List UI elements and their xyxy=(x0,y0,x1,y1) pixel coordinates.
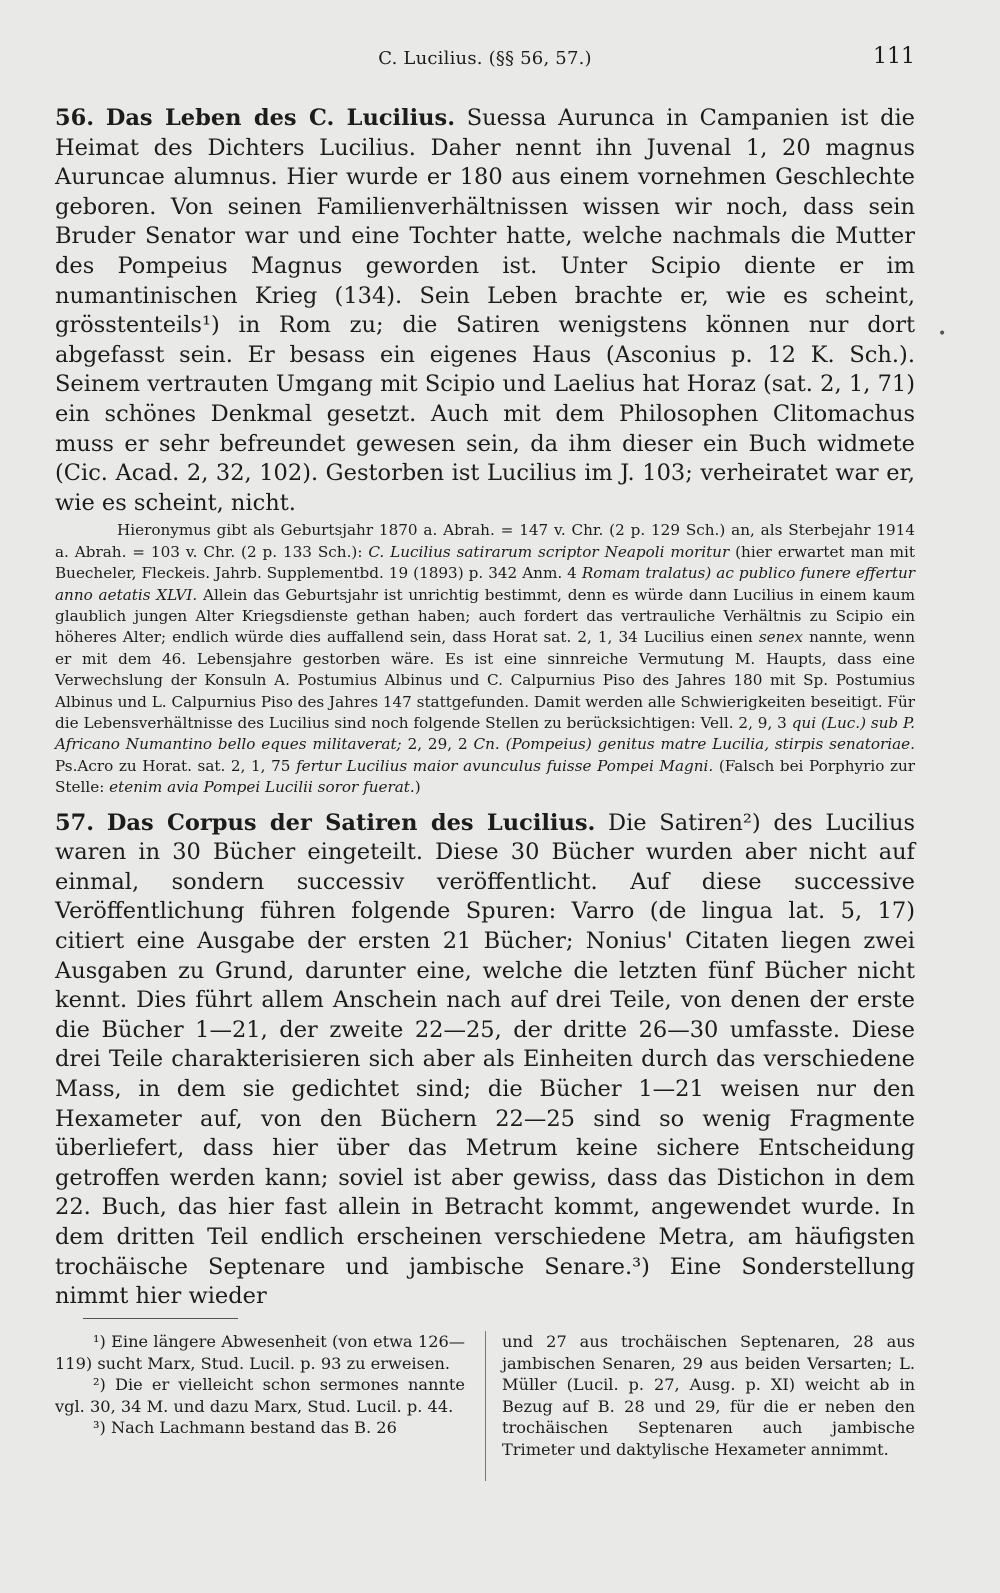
note-part: (hier erwartet man mit Buecheler, Fleckeis. Jahrb. Supplementbd. 19 (1893) p. 342 Anm. 4 xyxy=(55,542,915,583)
note-part: Allein das Geburtsjahr ist unrichtig bestimmt, denn es würde dann Lucilius in einem kaum glaublich jungen Alter Kriegsdienste gethan haben; auch fordert das vertrauliche Verhältnis zu Scipio ein höheres Alter; endlich würde dies auffallend sein, dass Horat sat. 2, 1, 34 Lucilius einen xyxy=(55,585,916,647)
note-part: nannte, wenn er mit dem 46. Lebensjahre gestorben wäre. Es ist eine sinnreiche Vermutung M. Haupts, dass eine Verwechslung der Konsuln A. Postumius Albinus und C. Calpurnius Piso des Jahres 180 mit Sp. Postumius Albinus und L. Calpurnius Piso des Jahres 147 stattgefunden. Damit werden alle Schwierigkeiten beseitigt. Für die Lebensverhältnisse des Lucilius sind noch folgende Stellen zu berücksichtigen: Vell. 2, 9, 3 xyxy=(55,628,915,732)
note-quote: fertur Lucilius maior avunculus fuisse Pompei Magni. xyxy=(296,756,714,775)
note-quote: senex xyxy=(758,628,803,647)
footnote-3-continued: und 27 aus trochäischen Septenaren, 28 aus jambischen Senaren, 29 aus beiden Versarten; L. Müller (Lucil. p. 27, Ausg. p. XI) weicht ab in Bezug auf B. 28 und 29, für die er neben den trochäischen Septenaren auch jambische Trimeter und daktylische Hexameter annimmt. xyxy=(502,1332,915,1459)
note-quote: Romam tralatus) ac publico funere effertur anno aetatis XLVI. xyxy=(55,564,915,604)
section-57-number: 57. xyxy=(55,809,95,836)
section-56-number: 56. xyxy=(55,105,95,131)
note-part: Ps.Acro zu Horat. sat. 2, 1, 75 xyxy=(55,756,291,775)
page-number: 111 xyxy=(873,44,915,69)
margin-mark: • xyxy=(938,326,947,342)
section-56-note xyxy=(55,520,915,798)
section-56-text: Suessa Aurunca in Campanien ist die Heimat des Dichters Lucilius. Daher nennt ihn Juvenal 1, 20 magnus Auruncae alumnus. Hier wurde er 180 aus einem vornehmen Geschlechte geboren. Von seinen Familienverhältnissen wissen wir noch, dass sein Bruder Senator war und eine Tochter hatte, welche nachmals die Mutter des Pompeius Magnus geworden ist. Unter Scipio diente er im numantinischen Krieg (134). Sein Leben brachte er, wie es scheint, grösstenteils¹) in Rom zu; die Satiren wenigstens können nur dort abgefasst sein. Er besass ein eigenes Haus (Asconius p. 12 K. Sch.). Seinem vertrauten Umgang mit Scipio und Laelius hat Horaz (sat. 2, 1, 71) ein schönes Denkmal gesetzt. Auch mit dem Philosophen Clitomachus muss er sehr befreundet gewesen sein, da ihm dieser ein Buch widmete (Cic. Acad. 2, 32, 102). Gestorben ist Lucilius im J. 103; verheiratet war er, wie es scheint, nicht. xyxy=(55,105,915,516)
footnote-rule xyxy=(83,1318,238,1319)
column-divider xyxy=(485,1331,486,1481)
note-part: 2, 29, 2 xyxy=(407,735,468,754)
section-57 xyxy=(55,809,915,1312)
footnote-2: ²) Die er vielleicht schon sermones nannte vgl. 30, 34 M. und dazu Marx, Stud. Lucil. p. 44. xyxy=(55,1375,465,1416)
note-quote: Cn. (Pompeius) genitus matre Lucilia, stirpis senatoriae. xyxy=(473,735,915,754)
note-quote: etenim avia Pompei Lucilii soror fuerat. xyxy=(109,778,415,797)
footnote-1: ¹) Eine längere Abwesenheit (von etwa 126—119) sucht Marx, Stud. Lucil. p. 93 zu erweisen. xyxy=(55,1332,465,1373)
note-quote: qui (Luc.) sub P. Africano Numantino bello eques militaverat; xyxy=(55,713,915,754)
note-part: ) xyxy=(414,778,421,797)
running-head xyxy=(55,44,915,74)
section-56-title: Das Leben des C. Lucilius. xyxy=(105,105,456,131)
running-title: C. Lucilius. (§§ 56, 57.) xyxy=(378,48,592,69)
footnote-column-right xyxy=(502,1331,915,1461)
note-quote: C. Lucilius satirarum scriptor Neapoli moritur xyxy=(368,542,730,561)
section-56 xyxy=(55,104,915,518)
section-57-text: Die Satiren²) des Lucilius waren in 30 Bücher eingeteilt. Diese 30 Bücher wurden aber nicht auf einmal, sondern successiv veröffentlicht. Auf diese successive Veröffentlichung führen folgende Spuren: Varro (de lingua lat. 5, 17) citiert eine Ausgabe der ersten 21 Bücher; Nonius' Citaten liegen zwei Ausgaben zu Grund, darunter eine, welche die letzten fünf Bücher nicht kennt. Dies führt allem Anschein nach auf drei Teile, von denen der erste die Bücher 1—21, der zweite 22—25, der dritte 26—30 umfasste. Diese drei Teile charakterisieren sich aber als Einheiten durch das verschiedene Mass, in dem sie gedichtet sind; die Bücher 1—21 weisen nur den Hexameter auf, von den Büchern 22—25 sind so wenig Fragmente überliefert, dass hier über das Metrum keine sichere Entscheidung getroffen werden kann; soviel ist aber gewiss, dass das Distichon in dem 22. Buch, das hier fast allein in Betracht kommt, angewendet wurde. In dem dritten Teil endlich erscheinen verschiedene Metra, am häufigsten trochäische Septenare und jambische Senare.³) Eine Sonderstellung nimmt hier wieder xyxy=(55,809,916,1310)
section-57-title: Das Corpus der Satiren des Lucilius. xyxy=(106,809,596,836)
note-part: Hieronymus gibt als Geburtsjahr 1870 a. Abrah. = 147 v. Chr. (2 p. 129 Sch.) an, als Sterbejahr 1914 a. Abrah. = 103 v. Chr. (2 p. 133 Sch.): xyxy=(55,521,915,561)
note-part: (Falsch bei Porphyrio zur Stelle: xyxy=(55,756,916,797)
footnote-column-left xyxy=(55,1331,465,1439)
main-text xyxy=(55,104,915,1312)
footnote-3: ³) Nach Lachmann bestand das B. 26 xyxy=(93,1418,397,1438)
